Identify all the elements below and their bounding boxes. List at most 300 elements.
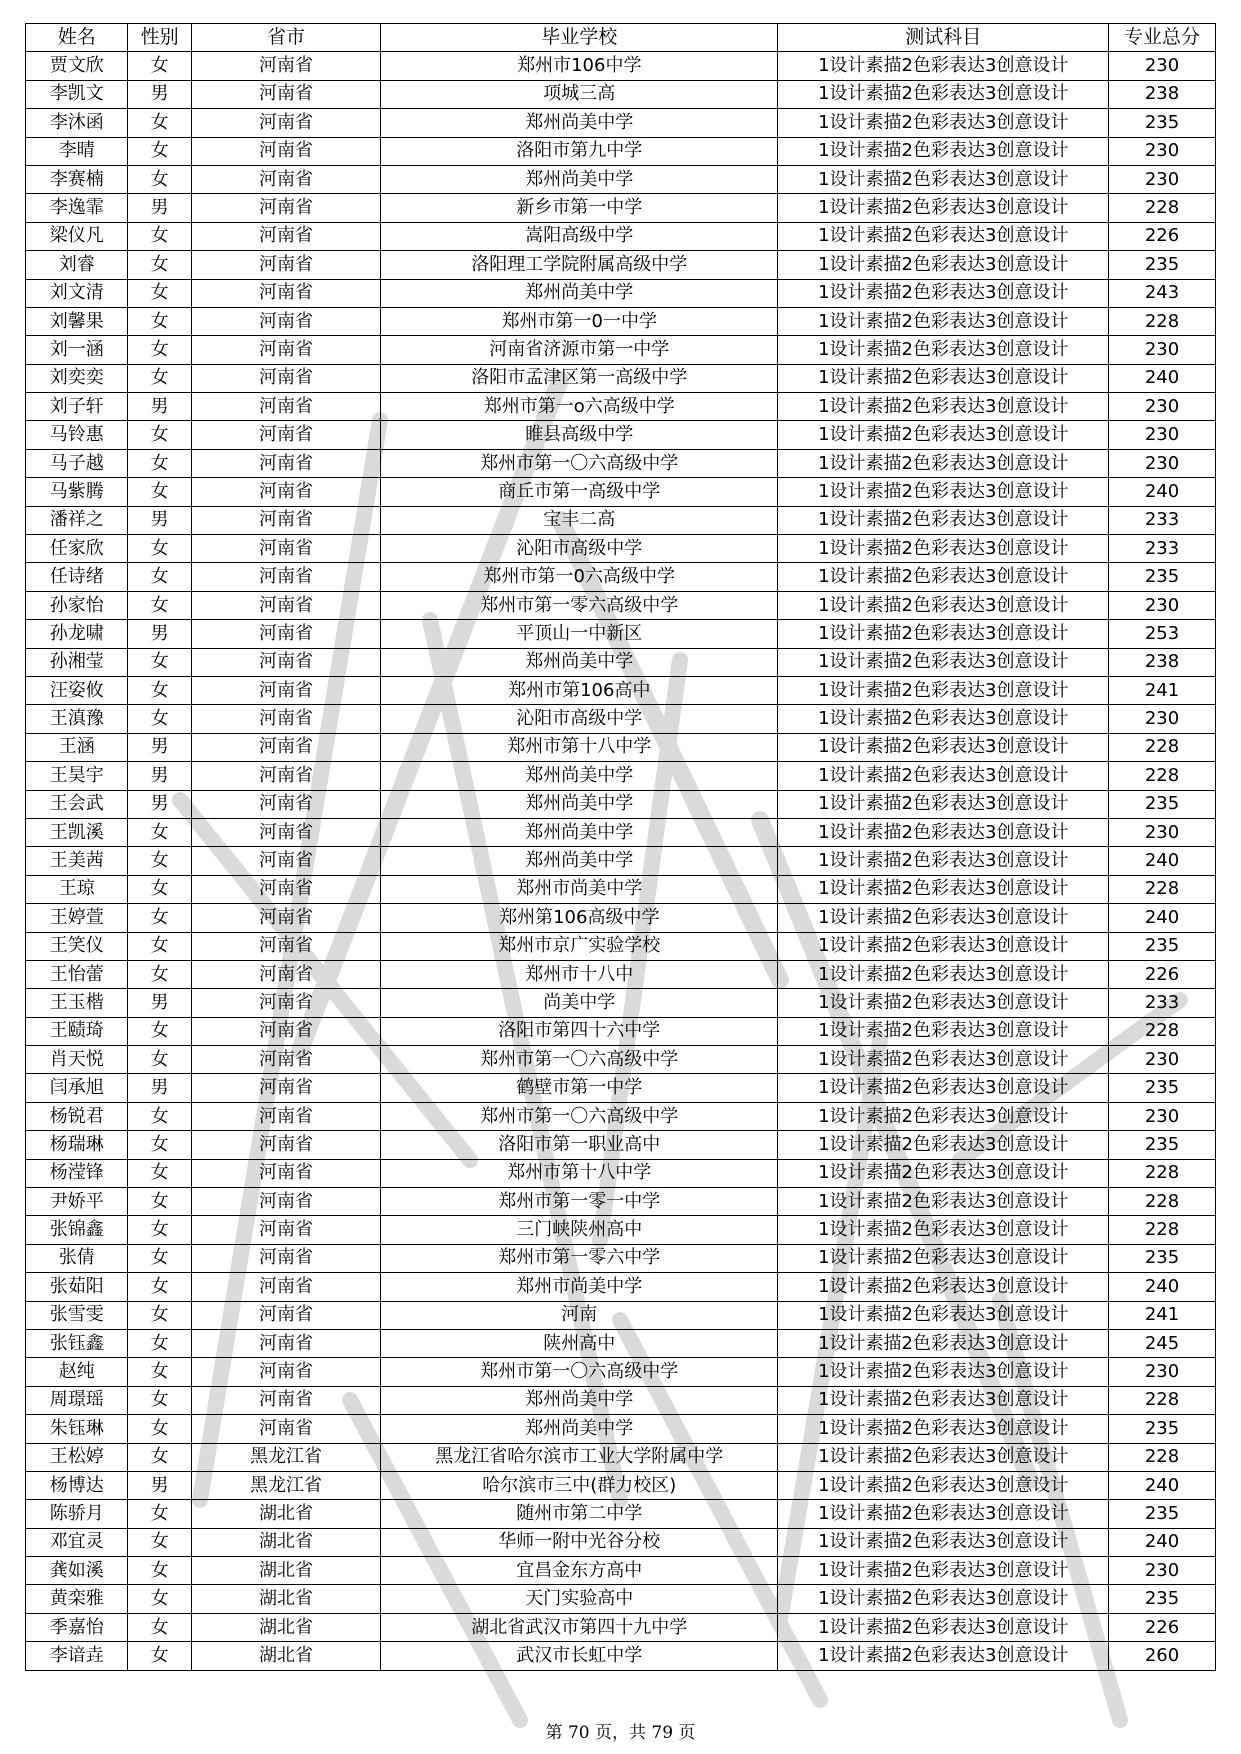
cell-school: 洛阳市第九中学: [381, 137, 778, 165]
cell-school: 郑州市第十八中学: [381, 733, 778, 761]
table-row: [26, 1471, 1216, 1499]
cell-gender: 男: [128, 620, 191, 648]
table-row: [26, 165, 1216, 193]
cell-subjects: 1设计素描2色彩表达3创意设计: [778, 1216, 1109, 1244]
cell-school: 郑州尚美中学: [381, 762, 778, 790]
cell-name: 刘子轩: [26, 393, 128, 421]
cell-school: 哈尔滨市三中(群力校区): [381, 1471, 778, 1499]
cell-school: 武汉市长虹中学: [381, 1642, 778, 1670]
cell-school: 洛阳市第四十六中学: [381, 1017, 778, 1045]
table-row: [26, 762, 1216, 790]
cell-name: 任家欣: [26, 535, 128, 563]
cell-score: 230: [1109, 818, 1216, 846]
cell-subjects: 1设计素描2色彩表达3创意设计: [778, 251, 1109, 279]
cell-subjects: 1设计素描2色彩表达3创意设计: [778, 1131, 1109, 1159]
cell-school: 新乡市第一中学: [381, 194, 778, 222]
cell-score: 228: [1109, 1386, 1216, 1414]
cell-score: 233: [1109, 506, 1216, 534]
table-row: [26, 52, 1216, 80]
cell-province: 河南省: [191, 1216, 380, 1244]
cell-subjects: 1设计素描2色彩表达3创意设计: [778, 535, 1109, 563]
cell-name: 刘文清: [26, 279, 128, 307]
cell-province: 湖北省: [191, 1500, 380, 1528]
cell-school: 湖北省武汉市第四十九中学: [381, 1613, 778, 1641]
table-row: [26, 279, 1216, 307]
cell-school: 洛阳理工学院附属高级中学: [381, 251, 778, 279]
table-row: [26, 1131, 1216, 1159]
cell-name: 梁仪凡: [26, 222, 128, 250]
cell-subjects: 1设计素描2色彩表达3创意设计: [778, 1358, 1109, 1386]
cell-school: 郑州市106中学: [381, 52, 778, 80]
cell-name: 任诗绪: [26, 563, 128, 591]
cell-school: 郑州市第一o六高级中学: [381, 393, 778, 421]
cell-gender: 男: [128, 790, 191, 818]
table-row: [26, 989, 1216, 1017]
cell-score: 240: [1109, 1471, 1216, 1499]
table-row: [26, 449, 1216, 477]
cell-province: 河南省: [191, 1159, 380, 1187]
table-row: [26, 1500, 1216, 1528]
cell-subjects: 1设计素描2色彩表达3创意设计: [778, 1244, 1109, 1272]
cell-subjects: 1设计素描2色彩表达3创意设计: [778, 1188, 1109, 1216]
cell-school: 洛阳市第一职业高中: [381, 1131, 778, 1159]
cell-name: 王松婷: [26, 1443, 128, 1471]
cell-name: 朱钰琳: [26, 1415, 128, 1443]
cell-gender: 女: [128, 364, 191, 392]
cell-name: 王凯溪: [26, 818, 128, 846]
cell-province: 河南省: [191, 932, 380, 960]
cell-score: 230: [1109, 1358, 1216, 1386]
cell-school: 郑州市第一〇六高级中学: [381, 449, 778, 477]
cell-province: 河南省: [191, 364, 380, 392]
cell-score: 240: [1109, 1528, 1216, 1556]
cell-name: 王笑仪: [26, 932, 128, 960]
cell-name: 王玉楷: [26, 989, 128, 1017]
cell-school: 三门峡陕州高中: [381, 1216, 778, 1244]
table-row: [26, 1017, 1216, 1045]
table-row: [26, 535, 1216, 563]
cell-province: 河南省: [191, 1415, 380, 1443]
cell-school: 郑州市第一〇六高级中学: [381, 1046, 778, 1074]
cell-province: 河南省: [191, 1017, 380, 1045]
table-row: [26, 1358, 1216, 1386]
table-row: [26, 1159, 1216, 1187]
cell-subjects: 1设计素描2色彩表达3创意设计: [778, 1301, 1109, 1329]
cell-subjects: 1设计素描2色彩表达3创意设计: [778, 676, 1109, 704]
cell-province: 河南省: [191, 733, 380, 761]
cell-subjects: 1设计素描2色彩表达3创意设计: [778, 960, 1109, 988]
cell-province: 河南省: [191, 421, 380, 449]
cell-gender: 女: [128, 1329, 191, 1357]
cell-score: 233: [1109, 535, 1216, 563]
cell-score: 228: [1109, 1017, 1216, 1045]
cell-province: 河南省: [191, 676, 380, 704]
table-row: [26, 904, 1216, 932]
cell-score: 228: [1109, 1216, 1216, 1244]
cell-subjects: 1设计素描2色彩表达3创意设计: [778, 818, 1109, 846]
cell-name: 李赛楠: [26, 165, 128, 193]
cell-province: 河南省: [191, 506, 380, 534]
cell-province: 湖北省: [191, 1585, 380, 1613]
table-row: [26, 705, 1216, 733]
cell-province: 河南省: [191, 591, 380, 619]
cell-score: 226: [1109, 222, 1216, 250]
cell-name: 马铃惠: [26, 421, 128, 449]
cell-score: 230: [1109, 137, 1216, 165]
cell-subjects: 1设计素描2色彩表达3创意设计: [778, 591, 1109, 619]
cell-gender: 女: [128, 421, 191, 449]
table-row: [26, 733, 1216, 761]
table-row: [26, 676, 1216, 704]
cell-gender: 女: [128, 563, 191, 591]
cell-name: 王涵: [26, 733, 128, 761]
table-row: [26, 563, 1216, 591]
cell-subjects: 1设计素描2色彩表达3创意设计: [778, 790, 1109, 818]
cell-province: 河南省: [191, 279, 380, 307]
cell-subjects: 1设计素描2色彩表达3创意设计: [778, 648, 1109, 676]
cell-gender: 女: [128, 847, 191, 875]
table-row: [26, 1415, 1216, 1443]
table-row: [26, 1188, 1216, 1216]
cell-name: 刘馨果: [26, 307, 128, 335]
cell-name: 王昊宇: [26, 762, 128, 790]
table-header-row: [26, 24, 1216, 52]
cell-name: 李谙垚: [26, 1642, 128, 1670]
cell-province: 河南省: [191, 80, 380, 108]
cell-province: 黑龙江省: [191, 1471, 380, 1499]
cell-name: 王美茜: [26, 847, 128, 875]
cell-gender: 女: [128, 875, 191, 903]
cell-gender: 男: [128, 393, 191, 421]
table-row: [26, 506, 1216, 534]
cell-school: 郑州尚美中学: [381, 165, 778, 193]
cell-name: 王婷萱: [26, 904, 128, 932]
cell-subjects: 1设计素描2色彩表达3创意设计: [778, 733, 1109, 761]
cell-province: 河南省: [191, 478, 380, 506]
column-header-subjects: 测试科目: [778, 24, 1109, 52]
cell-gender: 女: [128, 1557, 191, 1585]
cell-province: 河南省: [191, 960, 380, 988]
cell-score: 226: [1109, 1613, 1216, 1641]
table-row: [26, 421, 1216, 449]
cell-school: 华师一附中光谷分校: [381, 1528, 778, 1556]
table-row: [26, 1102, 1216, 1130]
table-row: [26, 1585, 1216, 1613]
table-row: [26, 591, 1216, 619]
cell-name: 王滇豫: [26, 705, 128, 733]
cell-name: 张倩: [26, 1244, 128, 1272]
table-row: [26, 1046, 1216, 1074]
table-row: [26, 1216, 1216, 1244]
cell-school: 宜昌金东方高中: [381, 1557, 778, 1585]
cell-school: 郑州市第一零六中学: [381, 1244, 778, 1272]
page-number-label: 第 70 页，共 79 页: [545, 1723, 696, 1743]
cell-school: 郑州第106高级中学: [381, 904, 778, 932]
cell-score: 241: [1109, 1301, 1216, 1329]
cell-score: 240: [1109, 478, 1216, 506]
cell-subjects: 1设计素描2色彩表达3创意设计: [778, 1046, 1109, 1074]
cell-score: 240: [1109, 904, 1216, 932]
cell-province: 河南省: [191, 705, 380, 733]
roster-table: [25, 23, 1216, 1671]
cell-province: 河南省: [191, 109, 380, 137]
cell-gender: 男: [128, 733, 191, 761]
cell-name: 陈骄月: [26, 1500, 128, 1528]
cell-school: 郑州市第一0一中学: [381, 307, 778, 335]
cell-subjects: 1设计素描2色彩表达3创意设计: [778, 336, 1109, 364]
cell-school: 陕州高中: [381, 1329, 778, 1357]
cell-name: 黄栾雅: [26, 1585, 128, 1613]
cell-gender: 女: [128, 336, 191, 364]
table-row: [26, 307, 1216, 335]
cell-subjects: 1设计素描2色彩表达3创意设计: [778, 1273, 1109, 1301]
table-row: [26, 1642, 1216, 1670]
cell-score: 230: [1109, 336, 1216, 364]
cell-province: 湖北省: [191, 1613, 380, 1641]
cell-subjects: 1设计素描2色彩表达3创意设计: [778, 563, 1109, 591]
cell-province: 河南省: [191, 52, 380, 80]
cell-school: 河南: [381, 1301, 778, 1329]
table-row: [26, 1074, 1216, 1102]
table-row: [26, 336, 1216, 364]
cell-subjects: 1设计素描2色彩表达3创意设计: [778, 279, 1109, 307]
cell-province: 河南省: [191, 1074, 380, 1102]
cell-score: 235: [1109, 1585, 1216, 1613]
cell-gender: 女: [128, 165, 191, 193]
cell-score: 228: [1109, 1159, 1216, 1187]
cell-name: 杨滢锋: [26, 1159, 128, 1187]
column-header-province: 省市: [191, 24, 380, 52]
cell-school: 郑州市尚美中学: [381, 1273, 778, 1301]
cell-gender: 女: [128, 279, 191, 307]
cell-score: 228: [1109, 307, 1216, 335]
cell-name: 龚如溪: [26, 1557, 128, 1585]
cell-school: 郑州市第一零一中学: [381, 1188, 778, 1216]
cell-score: 228: [1109, 1443, 1216, 1471]
table-row: [26, 478, 1216, 506]
cell-score: 235: [1109, 251, 1216, 279]
cell-name: 马紫腾: [26, 478, 128, 506]
cell-subjects: 1设计素描2色彩表达3创意设计: [778, 1017, 1109, 1045]
cell-subjects: 1设计素描2色彩表达3创意设计: [778, 222, 1109, 250]
cell-score: 228: [1109, 1188, 1216, 1216]
cell-province: 河南省: [191, 1188, 380, 1216]
cell-gender: 女: [128, 307, 191, 335]
cell-subjects: 1设计素描2色彩表达3创意设计: [778, 52, 1109, 80]
cell-subjects: 1设计素描2色彩表达3创意设计: [778, 1613, 1109, 1641]
cell-province: 河南省: [191, 393, 380, 421]
cell-gender: 女: [128, 705, 191, 733]
column-header-score: 专业总分: [1109, 24, 1216, 52]
cell-name: 王会武: [26, 790, 128, 818]
cell-province: 河南省: [191, 1102, 380, 1130]
cell-province: 河南省: [191, 251, 380, 279]
cell-name: 张锦鑫: [26, 1216, 128, 1244]
cell-school: 郑州尚美中学: [381, 1415, 778, 1443]
cell-gender: 女: [128, 535, 191, 563]
cell-province: 河南省: [191, 989, 380, 1017]
cell-subjects: 1设计素描2色彩表达3创意设计: [778, 137, 1109, 165]
cell-name: 贾文欣: [26, 52, 128, 80]
cell-name: 马子越: [26, 449, 128, 477]
cell-gender: 女: [128, 1642, 191, 1670]
cell-school: 郑州尚美中学: [381, 1386, 778, 1414]
table-row: [26, 251, 1216, 279]
cell-name: 李沐函: [26, 109, 128, 137]
cell-score: 230: [1109, 52, 1216, 80]
cell-subjects: 1设计素描2色彩表达3创意设计: [778, 393, 1109, 421]
cell-province: 河南省: [191, 620, 380, 648]
cell-subjects: 1设计素描2色彩表达3创意设计: [778, 1443, 1109, 1471]
cell-score: 230: [1109, 1046, 1216, 1074]
cell-score: 240: [1109, 847, 1216, 875]
cell-score: 253: [1109, 620, 1216, 648]
table-row: [26, 109, 1216, 137]
cell-name: 邓宜灵: [26, 1528, 128, 1556]
cell-school: 随州市第二中学: [381, 1500, 778, 1528]
cell-gender: 女: [128, 1358, 191, 1386]
cell-gender: 女: [128, 1443, 191, 1471]
table-row: [26, 1329, 1216, 1357]
cell-school: 平顶山一中新区: [381, 620, 778, 648]
cell-province: 河南省: [191, 875, 380, 903]
cell-name: 孙家怡: [26, 591, 128, 619]
page-footer: [0, 1718, 1241, 1743]
cell-school: 郑州尚美中学: [381, 790, 778, 818]
cell-school: 郑州市第106高中: [381, 676, 778, 704]
cell-score: 235: [1109, 1074, 1216, 1102]
cell-score: 235: [1109, 1415, 1216, 1443]
cell-score: 230: [1109, 393, 1216, 421]
cell-province: 河南省: [191, 762, 380, 790]
cell-gender: 女: [128, 137, 191, 165]
cell-score: 230: [1109, 1102, 1216, 1130]
cell-province: 河南省: [191, 904, 380, 932]
cell-gender: 女: [128, 818, 191, 846]
cell-score: 243: [1109, 279, 1216, 307]
cell-province: 黑龙江省: [191, 1443, 380, 1471]
cell-name: 王怡蕾: [26, 960, 128, 988]
cell-score: 228: [1109, 733, 1216, 761]
cell-gender: 女: [128, 932, 191, 960]
cell-province: 河南省: [191, 1358, 380, 1386]
cell-score: 230: [1109, 1557, 1216, 1585]
cell-name: 肖天悦: [26, 1046, 128, 1074]
cell-gender: 女: [128, 109, 191, 137]
cell-score: 228: [1109, 194, 1216, 222]
cell-school: 沁阳市高级中学: [381, 535, 778, 563]
cell-school: 郑州市第一〇六高级中学: [381, 1358, 778, 1386]
cell-name: 闫承旭: [26, 1074, 128, 1102]
cell-gender: 女: [128, 591, 191, 619]
cell-province: 河南省: [191, 1131, 380, 1159]
cell-school: 郑州市十八中: [381, 960, 778, 988]
cell-score: 235: [1109, 932, 1216, 960]
table-row: [26, 80, 1216, 108]
cell-gender: 男: [128, 194, 191, 222]
cell-school: 项城三高: [381, 80, 778, 108]
cell-name: 杨锐君: [26, 1102, 128, 1130]
cell-subjects: 1设计素描2色彩表达3创意设计: [778, 904, 1109, 932]
cell-school: 嵩阳高级中学: [381, 222, 778, 250]
cell-name: 张雪雯: [26, 1301, 128, 1329]
cell-gender: 女: [128, 1386, 191, 1414]
cell-gender: 女: [128, 648, 191, 676]
cell-score: 240: [1109, 1273, 1216, 1301]
cell-subjects: 1设计素描2色彩表达3创意设计: [778, 1159, 1109, 1187]
cell-name: 李逸霏: [26, 194, 128, 222]
table-body: [26, 52, 1216, 1670]
cell-subjects: 1设计素描2色彩表达3创意设计: [778, 449, 1109, 477]
cell-score: 235: [1109, 563, 1216, 591]
cell-name: 刘睿: [26, 251, 128, 279]
cell-school: 洛阳市孟津区第一高级中学: [381, 364, 778, 392]
cell-name: 潘祥之: [26, 506, 128, 534]
cell-score: 230: [1109, 591, 1216, 619]
cell-gender: 女: [128, 1585, 191, 1613]
cell-name: 王琼: [26, 875, 128, 903]
cell-gender: 女: [128, 1244, 191, 1272]
cell-province: 河南省: [191, 847, 380, 875]
cell-gender: 女: [128, 52, 191, 80]
cell-subjects: 1设计素描2色彩表达3创意设计: [778, 989, 1109, 1017]
cell-school: 郑州市第一0六高级中学: [381, 563, 778, 591]
cell-gender: 女: [128, 1273, 191, 1301]
cell-subjects: 1设计素描2色彩表达3创意设计: [778, 1471, 1109, 1499]
cell-gender: 女: [128, 1159, 191, 1187]
cell-name: 刘奕奕: [26, 364, 128, 392]
cell-subjects: 1设计素描2色彩表达3创意设计: [778, 1642, 1109, 1670]
cell-gender: 女: [128, 1131, 191, 1159]
cell-score: 235: [1109, 109, 1216, 137]
cell-name: 尹娇平: [26, 1188, 128, 1216]
cell-province: 河南省: [191, 165, 380, 193]
cell-subjects: 1设计素描2色彩表达3创意设计: [778, 1329, 1109, 1357]
cell-school: 河南省济源市第一中学: [381, 336, 778, 364]
cell-province: 河南省: [191, 648, 380, 676]
cell-province: 河南省: [191, 137, 380, 165]
cell-subjects: 1设计素描2色彩表达3创意设计: [778, 1415, 1109, 1443]
cell-province: 河南省: [191, 790, 380, 818]
cell-gender: 男: [128, 80, 191, 108]
cell-score: 235: [1109, 790, 1216, 818]
cell-gender: 女: [128, 222, 191, 250]
cell-subjects: 1设计素描2色彩表达3创意设计: [778, 364, 1109, 392]
cell-province: 河南省: [191, 535, 380, 563]
table-row: [26, 1528, 1216, 1556]
cell-province: 河南省: [191, 1046, 380, 1074]
cell-subjects: 1设计素描2色彩表达3创意设计: [778, 1528, 1109, 1556]
column-header-school: 毕业学校: [381, 24, 778, 52]
cell-school: 郑州尚美中学: [381, 109, 778, 137]
cell-gender: 女: [128, 1102, 191, 1130]
cell-score: 238: [1109, 648, 1216, 676]
table-row: [26, 818, 1216, 846]
cell-school: 郑州市第一〇六高级中学: [381, 1102, 778, 1130]
cell-score: 230: [1109, 421, 1216, 449]
cell-subjects: 1设计素描2色彩表达3创意设计: [778, 1585, 1109, 1613]
cell-gender: 女: [128, 1528, 191, 1556]
cell-school: 尚美中学: [381, 989, 778, 1017]
cell-name: 孙龙啸: [26, 620, 128, 648]
cell-score: 228: [1109, 762, 1216, 790]
cell-school: 郑州尚美中学: [381, 847, 778, 875]
table-row: [26, 790, 1216, 818]
cell-gender: 女: [128, 960, 191, 988]
cell-subjects: 1设计素描2色彩表达3创意设计: [778, 932, 1109, 960]
cell-score: 235: [1109, 1131, 1216, 1159]
cell-score: 240: [1109, 364, 1216, 392]
